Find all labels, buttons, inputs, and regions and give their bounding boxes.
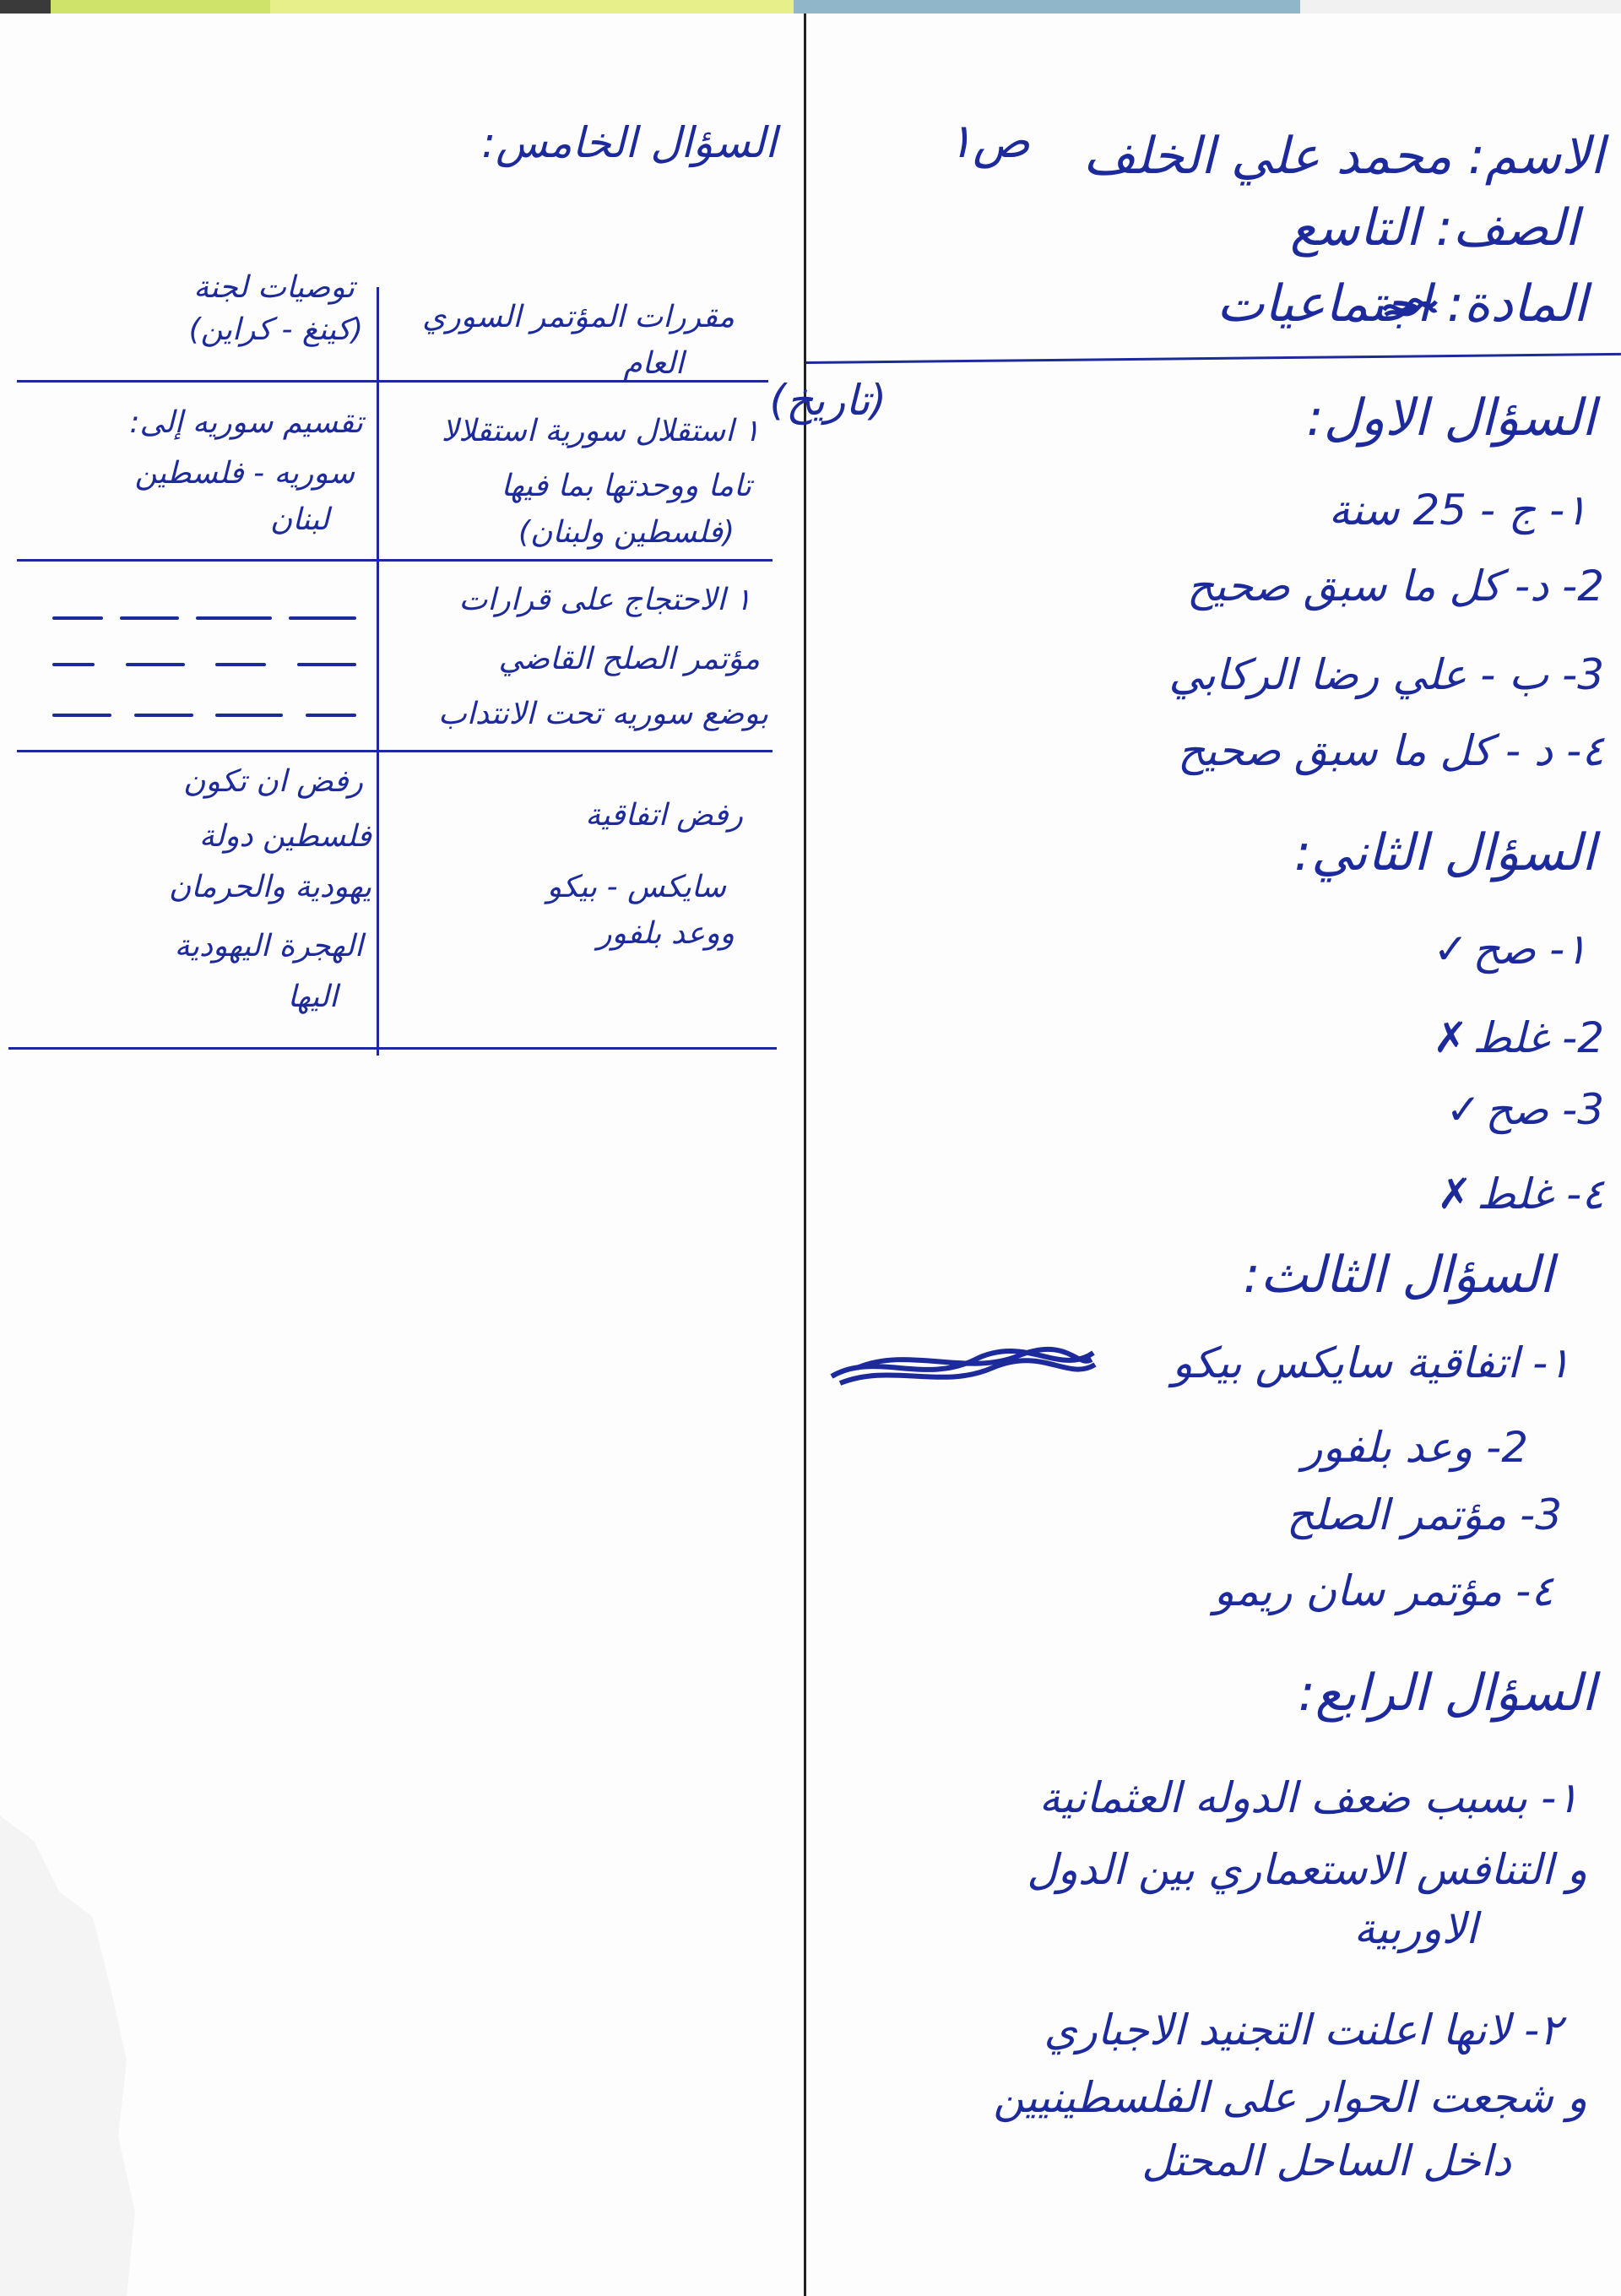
q5-row2-left-blank-2 — [52, 663, 356, 666]
q3-answer-2: 2- وعد بلفور — [1302, 1423, 1528, 1472]
q4-answer-1-line-1: ١- بسبب ضعف الدوله العثمانية — [1038, 1773, 1579, 1822]
q1-title: السؤال الاول: — [1306, 388, 1596, 448]
q5-header-right-line-2: العام — [623, 346, 684, 381]
table-column-divider — [377, 287, 379, 1056]
q2-answer-1-text: ١- صح — [1472, 925, 1587, 974]
grade-line: الصف: التاسع — [1290, 198, 1579, 258]
subject-note: (تاريخ) — [769, 376, 886, 425]
q5-row3-left-line-1: رفض ان تكون — [183, 764, 363, 799]
page-number-mark: ص١ — [947, 114, 1030, 169]
q3-answer-1: ١- اتفاقية سايكس بيكو — [1172, 1338, 1570, 1387]
q5-row1-right-line-2: تاما ووحدتها بما فيها — [501, 469, 751, 503]
cross-icon: ✗ — [1433, 1013, 1468, 1062]
q2-answer-1 — [1433, 925, 1587, 974]
torn-paper-edge — [0, 1816, 144, 2296]
q5-row3-left-line-4: الهجرة اليهودية — [174, 929, 363, 963]
cross-icon: ✗ — [1437, 1170, 1472, 1219]
q2-answer-3-text: 3- صح — [1485, 1085, 1604, 1134]
q5-row1-right-line-3: (فلسطين ولبنان) — [518, 515, 735, 550]
q5-row2-left-blank-3 — [52, 714, 356, 717]
q2-title: السؤال الثاني: — [1293, 823, 1596, 882]
q5-row3-right-line-1: رفض اتفاقية — [585, 798, 743, 833]
q5-row3-left-line-2: فلسطين دولة — [198, 819, 371, 854]
q5-row2-right-line-3: بوضع سوريه تحت الانتداب — [438, 697, 768, 731]
top-edge-strip — [0, 0, 1621, 14]
q5-header-left-line-2: (كينغ - كراين) — [188, 312, 363, 347]
q1-answer-4: ٤- د - كل ما سبق صحيح — [1177, 726, 1604, 775]
table-rule-row1 — [17, 559, 773, 562]
table-rule-row2 — [17, 750, 773, 752]
q2-answer-4-text: ٤- غلط — [1477, 1170, 1604, 1219]
q5-row3-right-line-3: ووعد بلفور — [597, 916, 735, 951]
q5-row1-left-line-2: سوريه - فلسطين — [134, 456, 355, 491]
q4-answer-1-line-3: الاوربية — [1353, 1904, 1477, 1953]
q2-answer-2-text: 2- غلط — [1472, 1013, 1604, 1062]
q1-answer-3: 3- ب - علي رضا الركابي — [1168, 650, 1604, 699]
q4-answer-1-line-2: و التنافس الاستعماري بين الدول — [1027, 1845, 1587, 1894]
q2-answer-3 — [1446, 1085, 1604, 1134]
q5-title: السؤال الخامس: — [481, 118, 777, 167]
q2-answer-4 — [1437, 1170, 1604, 1219]
q5-header-right-line-1: مقررات المؤتمر السوري — [422, 300, 735, 334]
q5-row3-left-line-3: يهودية والحرمان — [168, 870, 371, 904]
q3-crossout-scribble — [823, 1334, 1102, 1402]
student-name: الاسم: محمد علي الخلف — [1083, 127, 1604, 186]
q5-row2-left-blank-1 — [52, 616, 356, 620]
q5-row1-left-line-3: لبنان — [269, 502, 329, 537]
q2-answer-2 — [1433, 1013, 1604, 1062]
q1-answer-1: ١- ج - 25 سنة — [1328, 486, 1587, 535]
q5-header-left-line-1: توصيات لجنة — [193, 270, 355, 305]
q5-row2-right-line-1: ١ الاحتجاج على قرارات — [458, 583, 751, 617]
subject-crossout-scribble — [1380, 291, 1439, 325]
q4-title: السؤال الرابع: — [1298, 1664, 1596, 1723]
column-divider — [804, 14, 806, 2296]
q5-row1-right-line-1: ١ استقلال سورية استقلالا — [441, 414, 760, 448]
q5-row2-right-line-2: مؤتمر الصلح القاضي — [498, 642, 760, 676]
q3-answer-3: 3- مؤتمر الصلح — [1287, 1490, 1562, 1539]
header-divider — [806, 353, 1621, 364]
q4-answer-2-line-2: و شجعت الحوار على الفلسطينيين — [993, 2073, 1587, 2122]
q4-answer-2-line-3: داخل الساحل المحتل — [1141, 2136, 1511, 2185]
q3-answer-4: ٤- مؤتمر سان ريمو — [1213, 1566, 1553, 1615]
q5-row3-right-line-2: سايكس - بيكو — [546, 870, 726, 904]
subject-line: المادة: اجتماعيات — [1217, 274, 1587, 334]
q5-row3-left-line-5: اليها — [287, 980, 338, 1014]
q4-answer-2-line-1: ٢- لانها اعلنت التجنيد الاجباري — [1044, 2006, 1562, 2054]
q3-title: السؤال الثالث: — [1243, 1246, 1553, 1305]
q1-answer-2: 2- د- كل ما سبق صحيح — [1186, 562, 1604, 611]
q5-row1-left-line-1: تقسيم سوريه إلى: — [129, 405, 363, 440]
check-icon: ✓ — [1445, 1085, 1482, 1134]
table-rule-bottom — [8, 1047, 777, 1050]
check-icon: ✓ — [1433, 925, 1469, 974]
